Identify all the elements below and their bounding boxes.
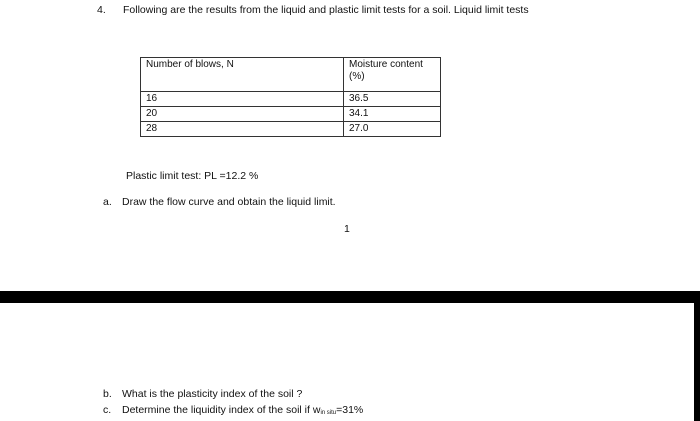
table-cell-blows: 16	[141, 92, 344, 107]
part-c-subscript: in situ	[320, 410, 337, 416]
part-c	[103, 404, 363, 416]
question-text: Following are the results from the liquid and plastic limit tests for a soil. Liquid limit tests	[123, 4, 529, 16]
part-c-text-end: =31%	[336, 404, 364, 416]
part-a-text: Draw the flow curve and obtain the liquid limit.	[122, 196, 336, 208]
table-cell-moisture: 34.1	[344, 107, 441, 122]
liquid-limit-table	[140, 57, 441, 137]
table-cell-moisture: 27.0	[344, 122, 441, 137]
table-cell-moisture: 36.5	[344, 92, 441, 107]
table-cell-blows: 20	[141, 107, 344, 122]
page-divider	[0, 291, 700, 303]
part-c-text: Determine the liquidity index of the soil if w	[122, 404, 321, 416]
part-a	[103, 196, 336, 208]
table-row	[141, 107, 441, 122]
part-c-label: c.	[103, 404, 112, 416]
table-header-row	[141, 58, 441, 92]
page-divider-edge	[694, 291, 700, 421]
part-b	[103, 388, 302, 400]
part-b-text: What is the plasticity index of the soil ?	[122, 388, 303, 400]
part-a-label: a.	[103, 196, 112, 208]
page-number: 1	[344, 223, 350, 235]
question-number: 4.	[97, 4, 106, 16]
column-header-blows: Number of blows, N	[141, 58, 344, 92]
part-b-label: b.	[103, 388, 112, 400]
column-header-moisture: Moisture content (%)	[344, 58, 441, 92]
plastic-limit-text: Plastic limit test: PL =12.2 %	[126, 170, 259, 182]
table-row	[141, 92, 441, 107]
table-row	[141, 122, 441, 137]
table-cell-blows: 28	[141, 122, 344, 137]
question-4	[97, 4, 529, 16]
